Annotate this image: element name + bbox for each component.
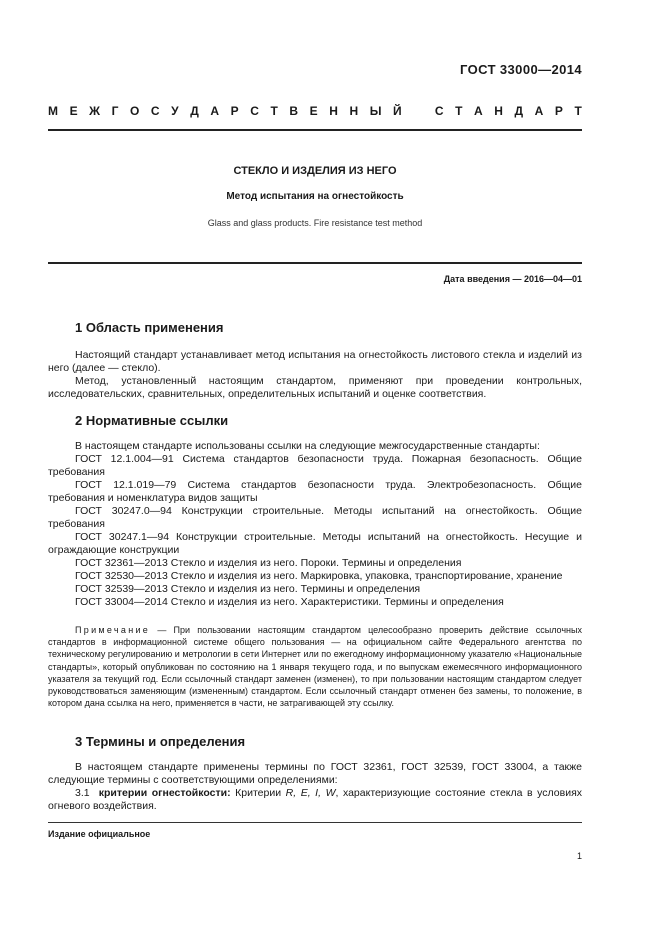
document-title: СТЕКЛО И ИЗДЕЛИЯ ИЗ НЕГО	[233, 165, 397, 177]
banner-letter: С	[250, 104, 259, 118]
reference-item: ГОСТ 32530—2013 Стекло и изделия из него. Маркировка, упаковка, транспортирование, хранение	[75, 570, 563, 582]
paragraph: Метод, установленный настоящим стандартом, применяют при проведении контрольных, исследовательских, сравнительных, определительных испытаний и оценке соответствия.	[48, 375, 582, 400]
section-3-heading: 3 Термины и определения	[75, 734, 246, 749]
banner-letter: Т	[270, 104, 278, 118]
term-definition	[48, 787, 582, 813]
title-rule	[48, 262, 582, 264]
banner-letter: Н	[494, 104, 503, 118]
banner-letter: Д	[514, 104, 524, 118]
section-2-heading: 2 Нормативные ссылки	[75, 413, 229, 428]
note-label: Примечание	[75, 625, 151, 635]
reference-item: ГОСТ 33004—2014 Стекло и изделия из него. Характеристики. Термины и определения	[75, 596, 504, 608]
section-3-body	[48, 761, 582, 813]
banner-letter: А	[534, 104, 544, 118]
banner-letter: Р	[554, 104, 563, 118]
banner-letter: В	[289, 104, 299, 118]
banner-letter: О	[130, 104, 140, 118]
banner-letter: А	[474, 104, 483, 118]
banner-letter: С	[434, 104, 444, 118]
criteria-letters: R, E, I, W	[285, 787, 336, 799]
section-2-body	[48, 440, 582, 609]
document-subtitle: Метод испытания на огнестойкость	[226, 191, 404, 202]
banner-letter: Г	[111, 104, 119, 118]
banner-letter: Д	[190, 104, 199, 118]
paragraph: В настоящем стандарте применены термины по ГОСТ 32361, ГОСТ 32539, ГОСТ 33004, а также следующие термины с соответствующими определениями:	[48, 761, 582, 786]
banner-letter: Ж	[89, 104, 101, 118]
page-number: 1	[576, 851, 582, 861]
banner-letter: Т	[574, 104, 582, 118]
term-name: критерии огнестойкости:	[98, 787, 231, 799]
note	[48, 624, 582, 709]
reference-item: ГОСТ 12.1.019—79 Система стандартов безопасности труда. Электробезопасность. Общие требования и номенклатура видов защиты	[48, 479, 582, 504]
document-number: ГОСТ 33000—2014	[460, 62, 582, 77]
section-1-heading: 1 Область применения	[75, 320, 224, 335]
reference-item: ГОСТ 32361—2013 Стекло и изделия из него. Пороки. Термины и определения	[75, 557, 462, 569]
paragraph: В настоящем стандарте использованы ссылки на следующие межгосударственные стандарты:	[75, 440, 540, 452]
reference-item: ГОСТ 30247.1—94 Конструкции строительные. Методы испытаний на огнестойкость. Несущие и ограждающие конструкции	[48, 531, 582, 556]
reference-item: ГОСТ 32539—2013 Стекло и изделия из него. Термины и определения	[75, 583, 421, 595]
edition-label: Издание официальное	[48, 829, 151, 839]
intro-date: Дата введения — 2016—04—01	[443, 274, 582, 284]
standard-banner	[48, 104, 582, 118]
term-definition-a: Критерии	[230, 787, 286, 799]
english-title: Glass and glass products. Fire resistance test method	[207, 218, 423, 228]
reference-item: ГОСТ 30247.0—94 Конструкции строительные. Методы испытаний на огнестойкость. Общие требования	[48, 505, 582, 530]
footer-rule	[48, 822, 582, 823]
note-text: — При пользовании настоящим стандартом целесообразно проверить действие ссылочных стандартов в информационной системе общего пользования — на официальном сайте Федерального агентства по техническому регулированию и метрологии в сети Интернет или по ежегодному информационному указателю «Национальные стандарты», который опубликован по состоянию на 1 января текущего года, и по выпускам ежемесячного информационного указателя за текущий год. Если ссылочный стандарт заменен (изменен), то при пользовании настоящим стандартом следует руководствоваться заменяющим (измененным) стандартом. Если ссылочный стандарт отменен без замены, то положение, в котором дана ссылка на него, применяется в части, не затрагивающей эту ссылку.	[48, 625, 582, 709]
banner-letter: Ы	[369, 104, 382, 118]
banner-letter: Е	[69, 104, 78, 118]
banner-letter: Р	[230, 104, 239, 118]
banner-letter: С	[150, 104, 160, 118]
section-1-body	[48, 349, 582, 401]
banner-letter: У	[171, 104, 179, 118]
banner-letter: Т	[455, 104, 463, 118]
banner-letter: Й	[393, 104, 402, 118]
banner-letter: М	[48, 104, 58, 118]
header-rule	[48, 129, 582, 131]
term-number: 3.1	[75, 787, 90, 799]
banner-letter: Н	[349, 104, 359, 118]
term-definition-b: , характеризующие состояние стекла в условиях огневого воздействия.	[48, 787, 583, 812]
banner-gap	[413, 104, 423, 118]
banner-letter: А	[210, 104, 220, 118]
banner-letter: Е	[309, 104, 318, 118]
banner-letter: Н	[329, 104, 338, 118]
reference-item: ГОСТ 12.1.004—91 Система стандартов безопасности труда. Пожарная безопасность. Общие требования	[48, 453, 582, 478]
paragraph: Настоящий стандарт устанавливает метод испытания на огнестойкость листового стекла и изделий из него (далее — стекло).	[48, 349, 582, 374]
